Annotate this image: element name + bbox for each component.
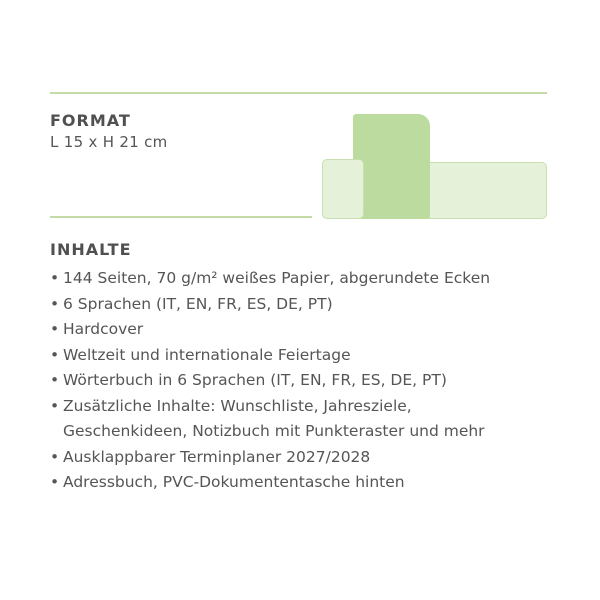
book-cover <box>353 114 430 219</box>
list-item-text: Hardcover <box>63 320 144 338</box>
contents-list <box>50 266 570 496</box>
book-page-left <box>322 159 364 219</box>
contents-heading: INHALTE <box>50 240 132 259</box>
top-divider <box>50 92 547 94</box>
list-item <box>50 470 570 496</box>
bullet-icon: • <box>50 294 60 313</box>
list-item <box>50 343 570 369</box>
list-item <box>50 445 570 471</box>
list-item-text: Adressbuch, PVC-Dokumententasche hinten <box>63 473 405 491</box>
bullet-icon: • <box>50 447 60 466</box>
list-item-text: Zusätzliche Inhalte: Wunschliste, Jahresziele, <box>63 396 412 415</box>
list-item <box>50 292 570 318</box>
list-item <box>50 368 570 394</box>
list-item-text: Ausklappbarer Terminplaner 2027/2028 <box>63 447 371 466</box>
list-item <box>50 394 570 445</box>
list-item-text: Wörterbuch in 6 Sprachen (IT, EN, FR, ES, DE, PT) <box>63 371 447 389</box>
bullet-icon: • <box>50 396 60 415</box>
bullet-icon: • <box>50 371 60 389</box>
format-heading: FORMAT <box>50 111 131 130</box>
bullet-icon: • <box>50 320 60 338</box>
list-item <box>50 317 570 343</box>
bullet-icon: • <box>50 345 60 364</box>
section-divider <box>50 216 312 218</box>
format-dimensions: L 15 x H 21 cm <box>50 133 168 151</box>
list-item-text: 6 Sprachen (IT, EN, FR, ES, DE, PT) <box>63 294 333 313</box>
bullet-icon: • <box>50 473 60 491</box>
list-item-text: 144 Seiten, 70 g/m² weißes Papier, abgerundete Ecken <box>63 269 491 287</box>
bullet-icon: • <box>50 269 60 287</box>
list-item <box>50 266 570 292</box>
list-item-text: Geschenkideen, Notizbuch mit Punkteraster und mehr <box>63 422 485 440</box>
list-item-text: Weltzeit und internationale Feiertage <box>63 345 351 364</box>
